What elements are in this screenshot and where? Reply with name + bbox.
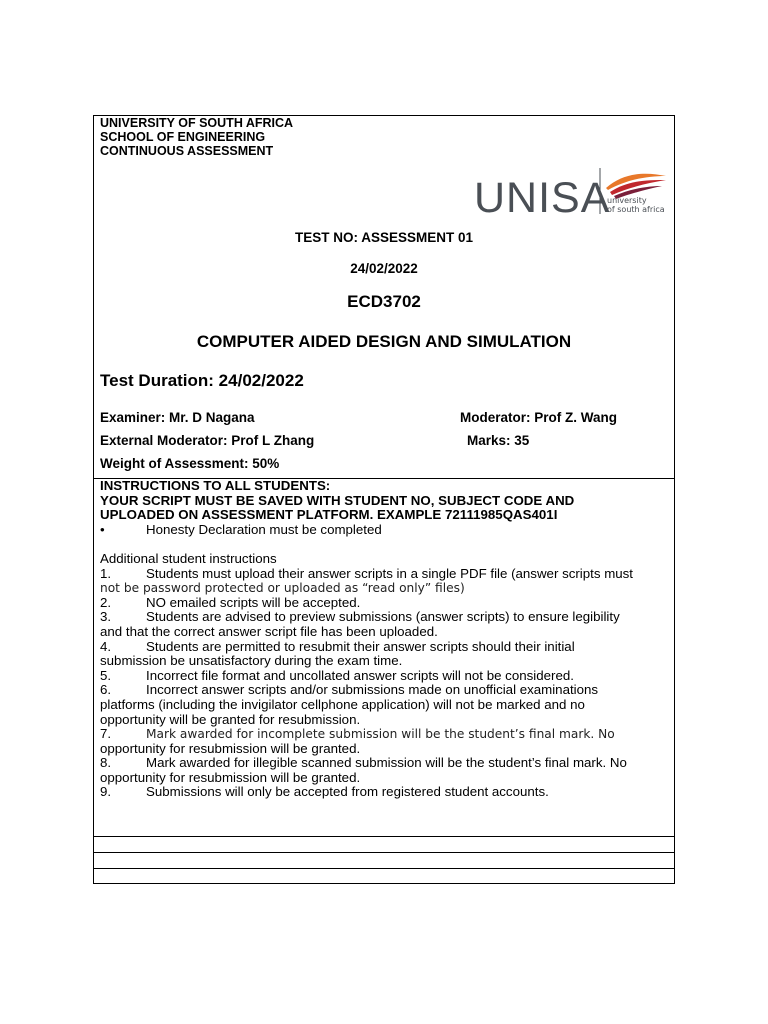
script-naming-line-2: UPLOADED ON ASSESSMENT PLATFORM. EXAMPLE 72111985QAS401I [100,507,558,523]
unisa-logo-graphic [474,168,674,220]
svg-text:UNISA: UNISA [474,174,611,220]
svg-text:university: university [607,196,647,205]
assessment-weight: Weight of Assessment: 50% [100,456,280,471]
table-divider [94,868,674,869]
instruction-item-6-cont-2: opportunity will be granted for resubmission. [100,711,361,727]
moderator: Moderator: Prof Z. Wang [460,410,617,425]
instruction-item-5: 5. Incorrect file format and uncollated answer scripts will not be considered. [100,667,574,683]
instruction-item-7-cont: opportunity for resubmission will be granted. [100,740,361,756]
instructions-section [100,479,672,800]
test-number: TEST NO: ASSESSMENT 01 [294,230,474,245]
assessment-type: CONTINUOUS ASSESSMENT [100,144,274,158]
bullet-text: Honesty Declaration must be completed [146,521,382,537]
instruction-item-3-cont: and that the correct answer script file has been uploaded. [100,623,438,639]
marks: Marks: 35 [467,433,530,448]
unisa-logo [474,168,674,220]
instruction-item-6-cont-1: platforms (including the invigilator cellphone application) will not be marked and no [100,696,585,712]
additional-instructions-heading: Additional student instructions [100,550,277,566]
instruction-item-8-cont: opportunity for resubmission will be granted. [100,769,361,785]
svg-text:of south africa: of south africa [607,205,665,214]
instruction-item-4-cont: submission be unsatisfactory during the exam time. [100,653,403,669]
honesty-declaration-item [100,523,672,538]
test-duration: Test Duration: 24/02/2022 [100,371,304,390]
instruction-item-1: 1. Students must upload their answer scripts in a single PDF file (answer scripts must [100,565,634,581]
test-date: 24/02/2022 [350,261,418,276]
table-divider [94,852,674,853]
examiner: Examiner: Mr. D Nagana [100,410,255,425]
institution-name: UNIVERSITY OF SOUTH AFRICA [100,116,294,130]
instruction-item-7: 7. Mark awarded for incomplete submission will be the student’s final mark. No [100,726,615,742]
script-naming-line-1: YOUR SCRIPT MUST BE SAVED WITH STUDENT NO, SUBJECT CODE AND [100,492,575,508]
assessment-cover-frame [93,115,675,884]
instruction-item-2: 2. NO emailed scripts will be accepted. [100,594,361,610]
instruction-item-4: 4. Students are permitted to resubmit their answer scripts should their initial [100,638,575,654]
bullet-symbol: • [100,521,105,537]
external-moderator: External Moderator: Prof L Zhang [100,433,315,448]
spacer [100,537,672,552]
school-name: SCHOOL OF ENGINEERING [100,130,266,144]
instructions-heading: INSTRUCTIONS TO ALL STUDENTS: [100,478,331,493]
table-divider [94,836,674,837]
instruction-item-9: 9. Submissions will only be accepted from registered student accounts. [100,784,549,800]
module-code: ECD3702 [347,292,421,311]
instruction-item-1-cont: not be password protected or uploaded as “read only” files) [100,581,465,596]
instruction-item-3: 3. Students are advised to preview submissions (answer scripts) to ensure legibility [100,609,620,625]
instruction-item-8: 8. Mark awarded for illegible scanned submission will be the student’s final mark. No [100,755,627,771]
module-title: COMPUTER AIDED DESIGN AND SIMULATION [196,332,572,351]
instruction-item-6: 6. Incorrect answer scripts and/or submissions made on unofficial examinations [100,682,599,698]
